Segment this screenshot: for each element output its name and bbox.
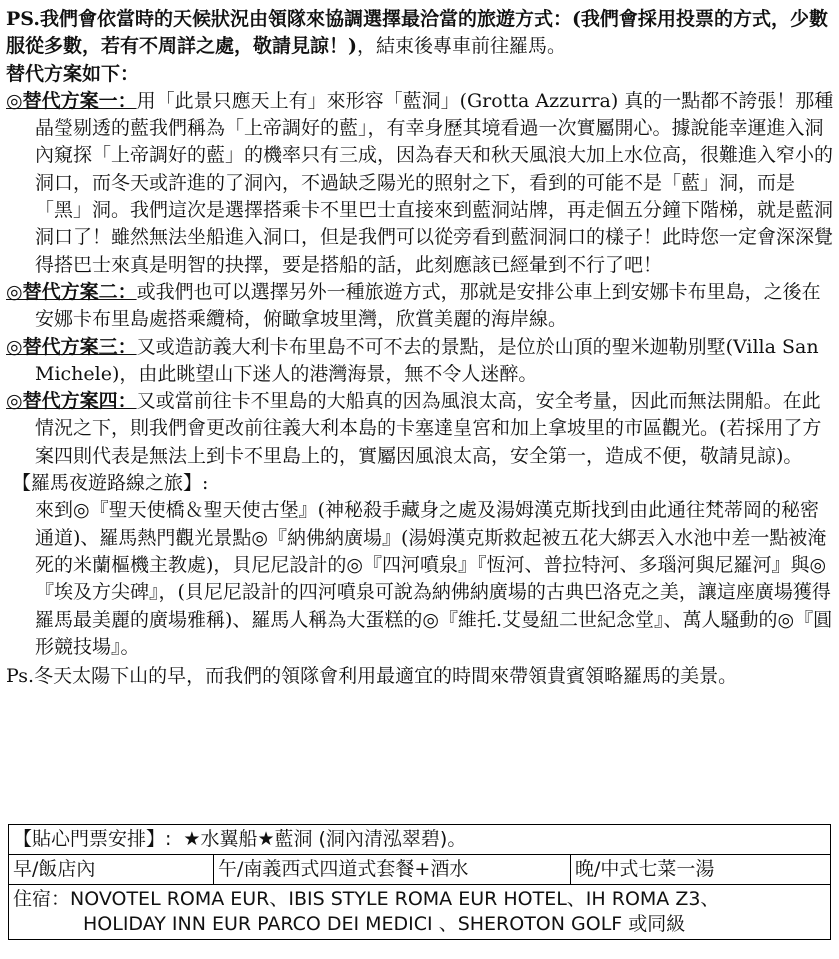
ticket-cell <box>9 825 831 855</box>
plan-3-text: 又或造訪義大利卡布里島不可不去的景點，是位於山頂的聖米迦勒別墅(Villa San Michele)，由此眺望山下迷人的港灣海景，無不令人迷醉。 <box>35 335 819 385</box>
dinner-cell: 晚/中式七菜一湯 <box>571 855 831 885</box>
ps-end: Ps.冬天太陽下山的早，而我們的領隊會利用最適宜的時間來帶領貴賓領略羅馬的美景。 <box>6 665 738 688</box>
plan-2 <box>6 279 834 334</box>
plan-4-label: ◎替代方案四： <box>6 390 137 413</box>
ps-intro-rest: ，結束後專車前往羅馬。 <box>357 35 567 58</box>
ticket-label: 【貼心門票安排】: <box>13 828 172 850</box>
plan-4 <box>6 388 834 470</box>
plan-2-label: ◎替代方案二： <box>6 280 137 303</box>
plan-3-label: ◎替代方案三： <box>6 335 137 358</box>
night-tour-heading: 【羅馬夜遊路線之旅】: <box>12 472 209 495</box>
stay-line-1: 住宿：NOVOTEL ROMA EUR、IBIS STYLE ROMA EUR HOTEL、IH ROMA Z3、 <box>13 888 720 910</box>
meals-row <box>9 855 831 885</box>
breakfast-cell: 早/飯店內 <box>9 855 214 885</box>
plan-2-text: 或我們也可以選擇另外一種旅遊方式，那就是安排公車上到安娜卡布里島，之後在安娜卡布里島處搭乘纜椅，俯瞰拿坡里灣，欣賞美麗的海岸線。 <box>35 280 821 331</box>
itinerary-document <box>6 6 834 690</box>
info-table <box>8 824 831 940</box>
alternatives-heading: 替代方案如下： <box>6 62 140 85</box>
lunch-cell: 午/南義西式四道式套餐+酒水 <box>214 855 571 885</box>
plan-1-label: ◎替代方案一： <box>6 89 137 112</box>
plan-4-text: 又或當前往卡不里島的大船真的因為風浪太高，安全考量，因此而無法開船。在此情況之下，則我們會更改前往義大利本島的卡塞達皇宮和加上拿坡里的市區觀光。(若採用了方案四則代表是無法上到卡不里島上的，實屬因風浪太高，安全第一，造成不便，敬請見諒)。 <box>35 390 822 467</box>
stay-row <box>9 885 831 940</box>
ticket-value: ★水翼船★藍洞 (洞內清泓翠碧)。 <box>183 828 467 850</box>
night-tour-text: 來到◎『聖天使橋＆聖天使古堡』(神秘殺手藏身之處及湯姆漢克斯找到由此通往梵蒂岡的秘密通道)、羅馬熱門觀光景點◎『納佛納廣場』(湯姆漢克斯救起被五花大綁丟入水池中差一點被淹死的米蘭樞機主教處)，貝尼尼設計的◎『四河噴泉』『恆河、普拉特河、多瑙河與尼羅河』與◎『埃及方尖碑』，(貝尼尼設計的四河噴泉可說為納佛納廣場的古典巴洛克之美，讓這座廣場獲得羅馬最美麗的廣場雅稱)、羅馬人稱為大蛋糕的◎『維托.艾曼紐二世紀念堂』、萬人騷動的◎『圓形競技場』。 <box>35 499 833 658</box>
plan-1-text: 用「此景只應天上有」來形容「藍洞」(Grotta Azzurra) 真的一點都不誇張！那種晶瑩剔透的藍我們稱為「上帝調好的藍」，有幸身歷其境看過一次實屬開心。據說能幸運進入洞內窺探「上帝調好的藍」的機率只有三成，因為春天和秋天風浪大加上水位高，很難進入窄小的洞口，而冬天或許進的了洞內，不過缺乏陽光的照射之下，看到的可能不是「藍」洞，而是「黑」洞。我們這次是選擇搭乘卡不里巴士直接來到藍洞站牌，再走個五分鐘下階梯，就是藍洞洞口了！雖然無法坐船進入洞口，但是我們可以從旁看到藍洞洞口的樣子！此時您一定會深深覺得搭巴士來真是明智的抉擇，要是搭船的話，此刻應該已經暈到不行了吧！ <box>35 89 834 276</box>
ps-intro <box>6 6 834 61</box>
stay-cell <box>9 885 831 940</box>
plan-1 <box>6 88 834 279</box>
plan-3 <box>6 334 834 389</box>
ticket-row <box>9 825 831 855</box>
stay-line-2: HOLIDAY INN EUR PARCO DEI MEDICI 、SHEROTON GOLF 或同級 <box>83 913 686 935</box>
ps-intro-bold: PS.我們會依當時的天候狀況由領隊來協調選擇最洽當的旅遊方式：(我們會採用投票的方式，少數服從多數，若有不周詳之處，敬請見諒！) <box>6 8 828 58</box>
